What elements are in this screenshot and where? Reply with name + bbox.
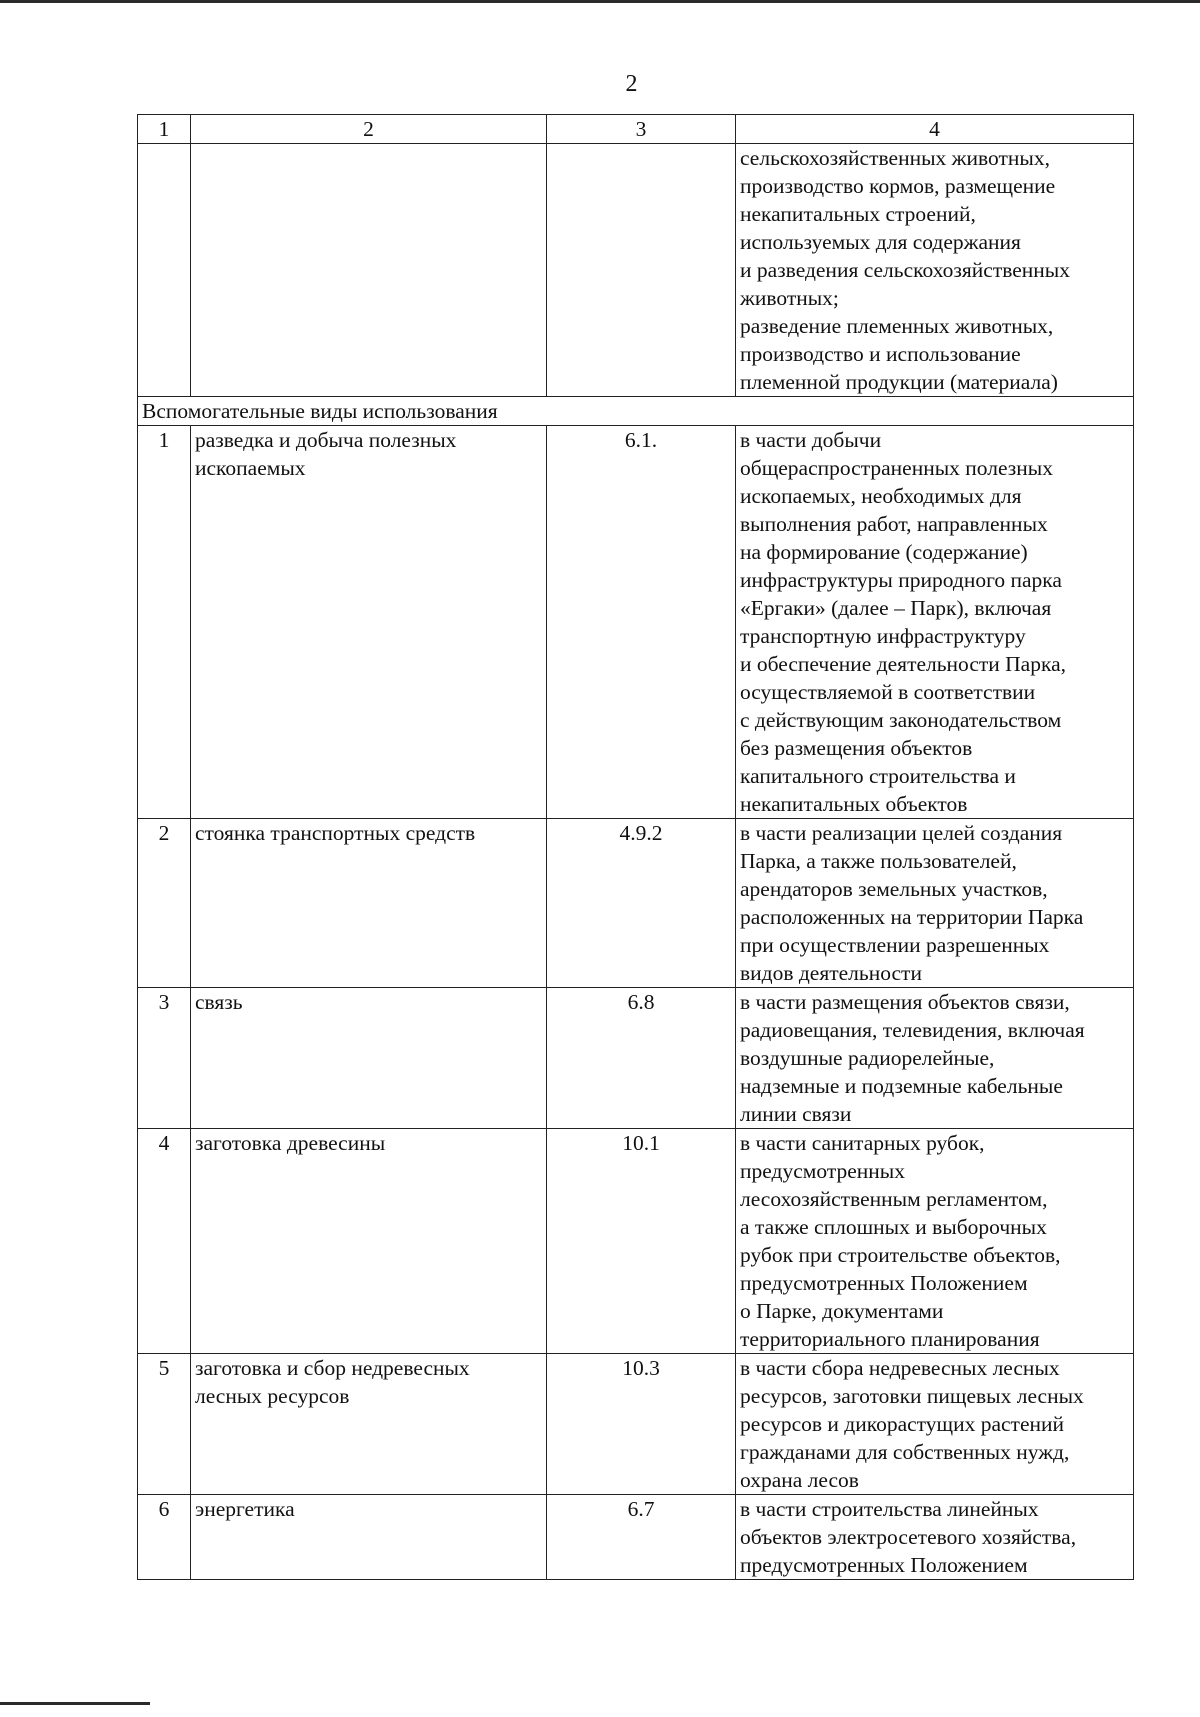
row-use-type: заготовка и сбор недревесных лесных ресурсов [191, 1354, 547, 1495]
row-number: 2 [138, 819, 191, 988]
continuation-code [547, 144, 736, 397]
row-description: в части строительства линейных объектов электросетевого хозяйства, предусмотренных Положением [736, 1495, 1134, 1580]
row-code: 10.1 [547, 1129, 736, 1354]
land-use-table [137, 114, 1134, 1580]
row-use-type: разведка и добыча полезных ископаемых [191, 426, 547, 819]
row-code: 6.7 [547, 1495, 736, 1580]
row-number: 4 [138, 1129, 191, 1354]
row-description: в части санитарных рубок, предусмотренных лесохозяйственным регламентом, а также сплошных и выборочных рубок при строительстве объектов, предусмотренных Положением о Парке, документами территориального планирования [736, 1129, 1134, 1354]
section-row [138, 397, 1134, 426]
continuation-description: сельскохозяйственных животных, производство кормов, размещение некапитальных строений, используемых для содержания и разведения сельскохозяйственных животных; разведение племенных животных, производство и использование племенной продукции (материала) [736, 144, 1134, 397]
row-use-type: стоянка транспортных средств [191, 819, 547, 988]
row-description: в части размещения объектов связи, радиовещания, телевидения, включая воздушные радиорелейные, надземные и подземные кабельные линии связи [736, 988, 1134, 1129]
table-row [138, 1495, 1134, 1580]
row-code: 6.8 [547, 988, 736, 1129]
row-code: 10.3 [547, 1354, 736, 1495]
header-cell-1: 1 [138, 115, 191, 144]
row-code: 4.9.2 [547, 819, 736, 988]
continuation-num [138, 144, 191, 397]
header-cell-2: 2 [191, 115, 547, 144]
page-number: 2 [625, 71, 638, 97]
table-row [138, 988, 1134, 1129]
row-description: в части реализации целей создания Парка, а также пользователей, арендаторов земельных участков, расположенных на территории Парка при осуществлении разрешенных видов деятельности [736, 819, 1134, 988]
table-row [138, 819, 1134, 988]
table-row [138, 426, 1134, 819]
table-row [138, 1354, 1134, 1495]
scan-edge-bottom [0, 1702, 150, 1705]
header-cell-3: 3 [547, 115, 736, 144]
section-title: Вспомогательные виды использования [138, 397, 1134, 426]
row-description: в части добычи общераспространенных полезных ископаемых, необходимых для выполнения работ, направленных на формирование (содержание) инфраструктуры природного парка «Ергаки» (далее – Парк), включая транспортную инфраструктуру и обеспечение деятельности Парка, осуществляемой в соответствии с действующим законодательством без размещения объектов капитального строительства и некапитальных объектов [736, 426, 1134, 819]
row-number: 6 [138, 1495, 191, 1580]
row-number: 1 [138, 426, 191, 819]
row-number: 5 [138, 1354, 191, 1495]
row-use-type: энергетика [191, 1495, 547, 1580]
header-cell-4: 4 [736, 115, 1134, 144]
row-use-type: связь [191, 988, 547, 1129]
continuation-name [191, 144, 547, 397]
table-header-row [138, 115, 1134, 144]
scan-edge-top [0, 0, 1200, 3]
continuation-row [138, 144, 1134, 397]
row-use-type: заготовка древесины [191, 1129, 547, 1354]
row-code: 6.1. [547, 426, 736, 819]
row-number: 3 [138, 988, 191, 1129]
row-description: в части сбора недревесных лесных ресурсов, заготовки пищевых лесных ресурсов и дикорастущих растений гражданами для собственных нужд, охрана лесов [736, 1354, 1134, 1495]
table-row [138, 1129, 1134, 1354]
